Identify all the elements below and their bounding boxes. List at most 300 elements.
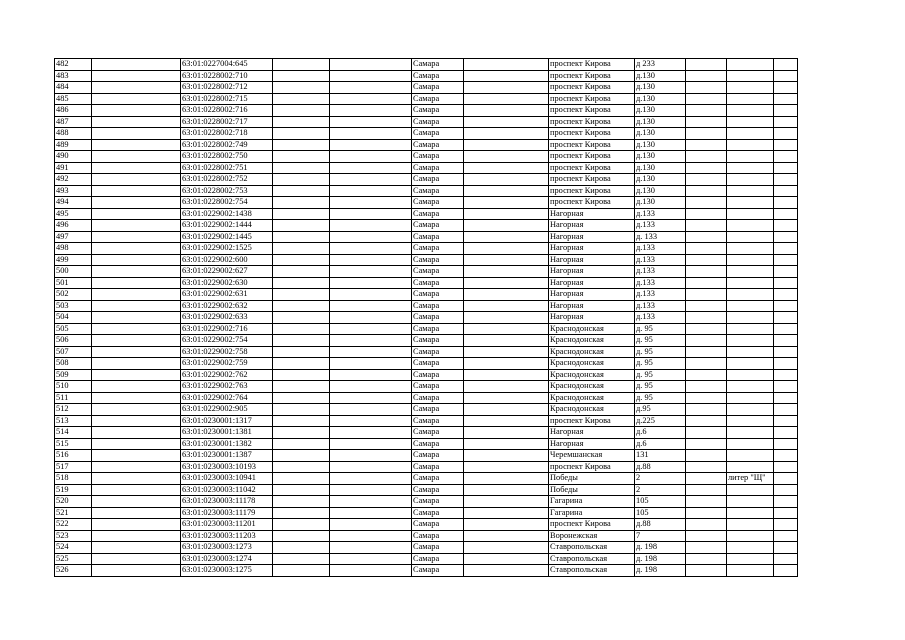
blank-col-e-cell [686,220,727,232]
row-number-cell: 496 [55,220,92,232]
blank-col-d-cell [464,231,549,243]
house-number-cell: д.133 [635,300,686,312]
blank-col-e-cell [686,185,727,197]
note-cell [727,346,774,358]
cadastral-number-cell: 63:01:0228002:754 [181,197,273,209]
cadastral-number-cell: 63:01:0230003:1273 [181,542,273,554]
cadastral-number-cell: 63:01:0230003:11042 [181,484,273,496]
blank-col-e-cell [686,208,727,220]
note-cell [727,116,774,128]
row-number-cell: 526 [55,565,92,577]
note-cell [727,289,774,301]
blank-col-d-cell [464,289,549,301]
house-number-cell: д. 95 [635,392,686,404]
row-number-cell: 489 [55,139,92,151]
blank-col-a-cell [92,404,181,416]
blank-col-f-cell [774,162,798,174]
row-number-cell: 501 [55,277,92,289]
street-cell: Нагорная [549,254,635,266]
blank-col-b-cell [273,461,330,473]
blank-col-b-cell [273,530,330,542]
blank-col-a-cell [92,542,181,554]
blank-col-a-cell [92,415,181,427]
row-number-cell: 511 [55,392,92,404]
row-number-cell: 510 [55,381,92,393]
blank-col-f-cell [774,507,798,519]
blank-col-c-cell [330,197,412,209]
row-number-cell: 507 [55,346,92,358]
table-row [55,185,798,197]
blank-col-f-cell [774,220,798,232]
blank-col-b-cell [273,553,330,565]
note-cell [727,392,774,404]
blank-col-a-cell [92,116,181,128]
cadastral-number-cell: 63:01:0229002:716 [181,323,273,335]
blank-col-a-cell [92,565,181,577]
blank-col-a-cell [92,162,181,174]
house-number-cell: д.130 [635,174,686,186]
blank-col-c-cell [330,289,412,301]
row-number-cell: 482 [55,59,92,71]
table-row [55,450,798,462]
blank-col-b-cell [273,277,330,289]
blank-col-c-cell [330,139,412,151]
blank-col-e-cell [686,519,727,531]
row-number-cell: 486 [55,105,92,117]
row-number-cell: 485 [55,93,92,105]
street-cell: Победы [549,484,635,496]
blank-col-d-cell [464,335,549,347]
table-row [55,404,798,416]
note-cell [727,496,774,508]
blank-col-f-cell [774,392,798,404]
blank-col-f-cell [774,197,798,209]
house-number-cell: д.130 [635,197,686,209]
blank-col-f-cell [774,346,798,358]
blank-col-f-cell [774,427,798,439]
blank-col-c-cell [330,427,412,439]
blank-col-f-cell [774,231,798,243]
blank-col-b-cell [273,185,330,197]
cadastral-number-cell: 63:01:0228002:715 [181,93,273,105]
house-number-cell: 7 [635,530,686,542]
blank-col-c-cell [330,254,412,266]
blank-col-a-cell [92,208,181,220]
row-number-cell: 516 [55,450,92,462]
row-number-cell: 518 [55,473,92,485]
note-cell [727,565,774,577]
blank-col-f-cell [774,208,798,220]
row-number-cell: 499 [55,254,92,266]
table-row [55,392,798,404]
house-number-cell: д. 95 [635,358,686,370]
cadastral-number-cell: 63:01:0229002:1525 [181,243,273,255]
table-row [55,484,798,496]
blank-col-f-cell [774,484,798,496]
house-number-cell: д.88 [635,519,686,531]
note-cell [727,323,774,335]
note-cell [727,530,774,542]
cadastral-number-cell: 63:01:0229002:754 [181,335,273,347]
blank-col-e-cell [686,542,727,554]
table-row [55,358,798,370]
street-cell: проспект Кирова [549,116,635,128]
cadastral-number-cell: 63:01:0228002:751 [181,162,273,174]
house-number-cell: д.133 [635,277,686,289]
blank-col-c-cell [330,162,412,174]
blank-col-f-cell [774,415,798,427]
blank-col-a-cell [92,484,181,496]
blank-col-b-cell [273,116,330,128]
city-cell: Самара [412,404,464,416]
street-cell: Краснодонская [549,346,635,358]
note-cell [727,277,774,289]
cadastral-number-cell: 63:01:0229002:633 [181,312,273,324]
blank-col-b-cell [273,542,330,554]
blank-col-d-cell [464,105,549,117]
blank-col-c-cell [330,335,412,347]
blank-col-d-cell [464,507,549,519]
blank-col-d-cell [464,438,549,450]
city-cell: Самара [412,496,464,508]
blank-col-b-cell [273,128,330,140]
house-number-cell: д.130 [635,82,686,94]
house-number-cell: д.130 [635,128,686,140]
blank-col-b-cell [273,93,330,105]
house-number-cell: д.133 [635,312,686,324]
blank-col-e-cell [686,254,727,266]
blank-col-c-cell [330,415,412,427]
blank-col-a-cell [92,381,181,393]
blank-col-e-cell [686,565,727,577]
row-number-cell: 519 [55,484,92,496]
blank-col-c-cell [330,565,412,577]
blank-col-e-cell [686,312,727,324]
cadastral-number-cell: 63:01:0229002:764 [181,392,273,404]
blank-col-e-cell [686,266,727,278]
table-row [55,553,798,565]
blank-col-b-cell [273,358,330,370]
blank-col-d-cell [464,151,549,163]
cadastral-number-cell: 63:01:0229002:627 [181,266,273,278]
city-cell: Самара [412,220,464,232]
blank-col-e-cell [686,82,727,94]
city-cell: Самара [412,519,464,531]
row-number-cell: 503 [55,300,92,312]
table-row [55,116,798,128]
cadastral-number-cell: 63:01:0229002:758 [181,346,273,358]
house-number-cell: д.133 [635,266,686,278]
table-row [55,415,798,427]
table-row [55,312,798,324]
blank-col-c-cell [330,277,412,289]
house-number-cell: 105 [635,507,686,519]
table-row [55,208,798,220]
house-number-cell: д. 198 [635,542,686,554]
table-row [55,335,798,347]
blank-col-d-cell [464,174,549,186]
blank-col-d-cell [464,404,549,416]
row-number-cell: 514 [55,427,92,439]
blank-col-e-cell [686,59,727,71]
blank-col-a-cell [92,427,181,439]
blank-col-e-cell [686,553,727,565]
blank-col-b-cell [273,59,330,71]
blank-col-d-cell [464,323,549,335]
table-row [55,427,798,439]
blank-col-a-cell [92,174,181,186]
table-row [55,461,798,473]
cadastral-number-cell: 63:01:0229002:763 [181,381,273,393]
street-cell: Воронежская [549,530,635,542]
row-number-cell: 491 [55,162,92,174]
blank-col-d-cell [464,450,549,462]
cadastral-number-cell: 63:01:0228002:716 [181,105,273,117]
blank-col-c-cell [330,450,412,462]
blank-col-d-cell [464,197,549,209]
cadastral-number-cell: 63:01:0229002:600 [181,254,273,266]
row-number-cell: 515 [55,438,92,450]
blank-col-b-cell [273,289,330,301]
street-cell: проспект Кирова [549,174,635,186]
blank-col-d-cell [464,415,549,427]
blank-col-f-cell [774,243,798,255]
blank-col-e-cell [686,346,727,358]
blank-col-d-cell [464,392,549,404]
table-row [55,266,798,278]
city-cell: Самара [412,369,464,381]
blank-col-a-cell [92,358,181,370]
street-cell: Нагорная [549,220,635,232]
blank-col-e-cell [686,277,727,289]
street-cell: Черемшанская [549,450,635,462]
cadastral-number-cell: 63:01:0228002:750 [181,151,273,163]
note-cell [727,139,774,151]
note-cell [727,404,774,416]
blank-col-a-cell [92,277,181,289]
blank-col-c-cell [330,208,412,220]
city-cell: Самара [412,507,464,519]
blank-col-b-cell [273,473,330,485]
street-cell: проспект Кирова [549,185,635,197]
blank-col-d-cell [464,208,549,220]
blank-col-f-cell [774,519,798,531]
blank-col-e-cell [686,105,727,117]
blank-col-c-cell [330,243,412,255]
street-cell: Нагорная [549,277,635,289]
city-cell: Самара [412,128,464,140]
house-number-cell: д.133 [635,220,686,232]
blank-col-b-cell [273,220,330,232]
blank-col-c-cell [330,116,412,128]
blank-col-a-cell [92,507,181,519]
blank-col-b-cell [273,404,330,416]
city-cell: Самара [412,185,464,197]
blank-col-a-cell [92,254,181,266]
blank-col-e-cell [686,438,727,450]
house-number-cell: д.133 [635,289,686,301]
cadastral-number-cell: 63:01:0230003:10941 [181,473,273,485]
city-cell: Самара [412,174,464,186]
blank-col-d-cell [464,116,549,128]
street-cell: проспект Кирова [549,82,635,94]
blank-col-e-cell [686,427,727,439]
blank-col-b-cell [273,197,330,209]
street-cell: Нагорная [549,243,635,255]
blank-col-d-cell [464,461,549,473]
blank-col-e-cell [686,174,727,186]
table-row [55,519,798,531]
street-cell: проспект Кирова [549,59,635,71]
blank-col-d-cell [464,427,549,439]
cadastral-number-cell: 63:01:0230001:1387 [181,450,273,462]
blank-col-a-cell [92,93,181,105]
city-cell: Самара [412,82,464,94]
blank-col-c-cell [330,300,412,312]
house-number-cell: д. 95 [635,346,686,358]
blank-col-e-cell [686,415,727,427]
table-row [55,346,798,358]
blank-col-d-cell [464,369,549,381]
city-cell: Самара [412,335,464,347]
city-cell: Самара [412,438,464,450]
note-cell [727,553,774,565]
blank-col-e-cell [686,197,727,209]
house-number-cell: д.95 [635,404,686,416]
blank-col-c-cell [330,220,412,232]
note-cell [727,197,774,209]
city-cell: Самара [412,105,464,117]
blank-col-f-cell [774,542,798,554]
note-cell [727,369,774,381]
blank-col-f-cell [774,473,798,485]
table-row [55,174,798,186]
street-cell: Победы [549,473,635,485]
note-cell [727,70,774,82]
blank-col-a-cell [92,346,181,358]
row-number-cell: 502 [55,289,92,301]
house-number-cell: д.130 [635,162,686,174]
blank-col-f-cell [774,404,798,416]
cadastral-number-cell: 63:01:0230003:11179 [181,507,273,519]
blank-col-f-cell [774,59,798,71]
blank-col-c-cell [330,59,412,71]
row-number-cell: 490 [55,151,92,163]
cadastral-number-cell: 63:01:0230003:11203 [181,530,273,542]
blank-col-c-cell [330,128,412,140]
city-cell: Самара [412,300,464,312]
city-cell: Самара [412,346,464,358]
cadastral-number-cell: 63:01:0229002:905 [181,404,273,416]
note-cell [727,312,774,324]
table-row [55,151,798,163]
blank-col-a-cell [92,243,181,255]
house-number-cell: д.130 [635,151,686,163]
note-cell [727,151,774,163]
blank-col-d-cell [464,266,549,278]
blank-col-a-cell [92,266,181,278]
blank-col-e-cell [686,369,727,381]
street-cell: проспект Кирова [549,162,635,174]
city-cell: Самара [412,542,464,554]
cadastral-number-cell: 63:01:0229002:1445 [181,231,273,243]
property-register-table [54,58,798,577]
city-cell: Самара [412,427,464,439]
house-number-cell: д. 95 [635,381,686,393]
blank-col-c-cell [330,93,412,105]
blank-col-a-cell [92,530,181,542]
house-number-cell: д.133 [635,243,686,255]
street-cell: Краснодонская [549,369,635,381]
blank-col-c-cell [330,358,412,370]
city-cell: Самара [412,358,464,370]
note-cell [727,358,774,370]
house-number-cell: д.225 [635,415,686,427]
city-cell: Самара [412,565,464,577]
blank-col-f-cell [774,381,798,393]
blank-col-a-cell [92,335,181,347]
row-number-cell: 520 [55,496,92,508]
blank-col-d-cell [464,185,549,197]
house-number-cell: 2 [635,484,686,496]
street-cell: Краснодонская [549,392,635,404]
blank-col-d-cell [464,93,549,105]
row-number-cell: 522 [55,519,92,531]
row-number-cell: 517 [55,461,92,473]
blank-col-d-cell [464,473,549,485]
street-cell: Нагорная [549,312,635,324]
house-number-cell: д.130 [635,70,686,82]
row-number-cell: 494 [55,197,92,209]
blank-col-d-cell [464,162,549,174]
blank-col-e-cell [686,300,727,312]
blank-col-e-cell [686,335,727,347]
city-cell: Самара [412,139,464,151]
street-cell: проспект Кирова [549,415,635,427]
blank-col-c-cell [330,266,412,278]
blank-col-f-cell [774,266,798,278]
blank-col-b-cell [273,484,330,496]
blank-col-d-cell [464,346,549,358]
house-number-cell: 2 [635,473,686,485]
blank-col-f-cell [774,358,798,370]
city-cell: Самара [412,70,464,82]
row-number-cell: 505 [55,323,92,335]
table-row [55,254,798,266]
street-cell: Нагорная [549,300,635,312]
blank-col-b-cell [273,323,330,335]
house-number-cell: д.133 [635,208,686,220]
blank-col-f-cell [774,438,798,450]
blank-col-b-cell [273,254,330,266]
city-cell: Самара [412,461,464,473]
city-cell: Самара [412,553,464,565]
row-number-cell: 488 [55,128,92,140]
note-cell [727,507,774,519]
blank-col-c-cell [330,507,412,519]
table-row [55,277,798,289]
blank-col-a-cell [92,185,181,197]
blank-col-a-cell [92,553,181,565]
blank-col-c-cell [330,312,412,324]
street-cell: проспект Кирова [549,93,635,105]
cadastral-number-cell: 63:01:0230003:11178 [181,496,273,508]
cadastral-number-cell: 63:01:0228002:749 [181,139,273,151]
note-cell [727,427,774,439]
city-cell: Самара [412,323,464,335]
note-cell [727,335,774,347]
street-cell: Нагорная [549,427,635,439]
